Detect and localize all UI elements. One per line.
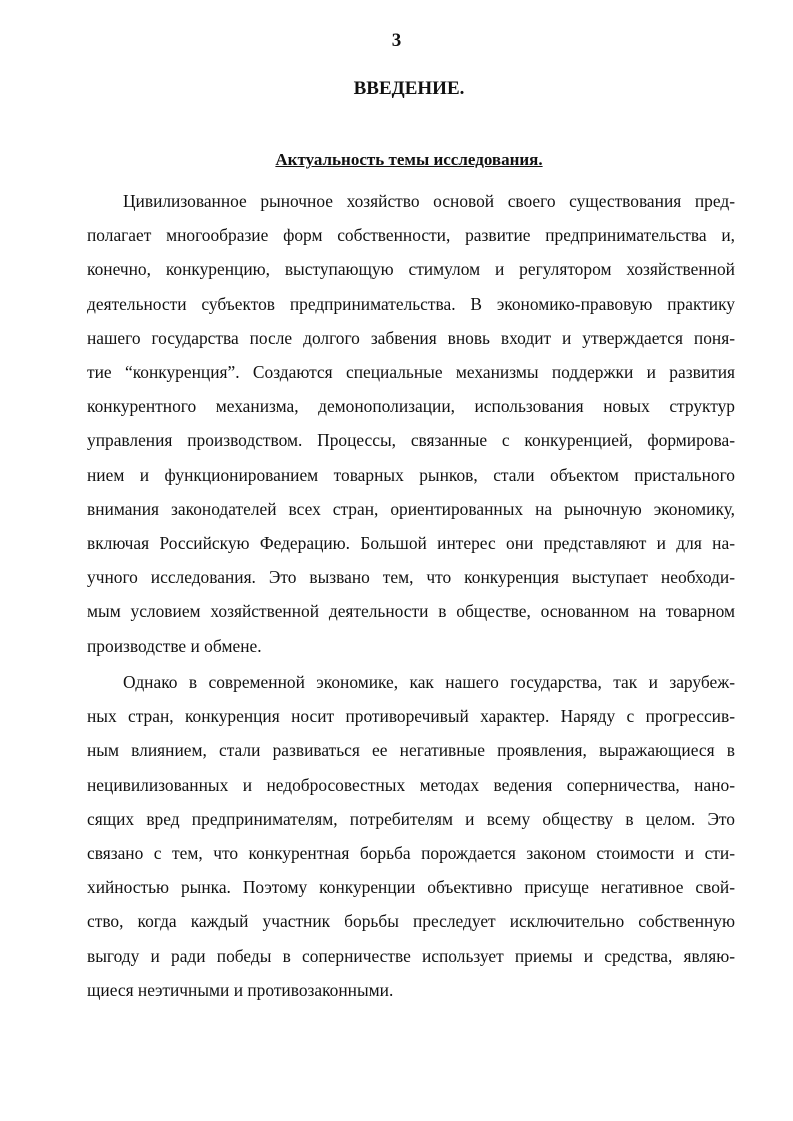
paragraph-line: хийностью рынка. Поэтому конкуренции объективно присуще негативное свой- [87,877,735,898]
paragraph-line: учного исследования. Это вызвано тем, что конкуренция выступает необходи- [87,567,735,588]
paragraph-line: нием и функционированием товарных рынков, стали объектом пристального [87,464,735,485]
paragraph-line: ных стран, конкуренция носит противоречивый характер. Наряду с прогрессив- [87,706,735,727]
paragraph-line: сящих вред предпринимателям, потребителям и всему обществу в целом. Это [87,808,735,829]
paragraph-line: выгоду и ради победы в соперничестве использует приемы и средства, являю- [87,945,735,966]
paragraph-line: производстве и обмене. [87,635,262,656]
paragraph-line: Цивилизованное рыночное хозяйство основой своего существования пред- [123,191,735,211]
paragraph-1 [87,184,735,663]
section-subheading: Актуальность темы исследования. [275,150,543,169]
paragraph-line: включая Российскую Федерацию. Большой интерес они представляют и для на- [87,533,735,554]
paragraph-line: Однако в современной экономике, как нашего государства, так и зарубеж- [123,672,735,692]
page-number: 3 [391,30,402,51]
page-title: ВВЕДЕНИЕ. [353,78,465,99]
paragraph-line: управления производством. Процессы, связанные с конкуренцией, формирова- [87,430,735,451]
paragraph-line: связано с тем, что конкурентная борьба порождается законом стоимости и сти- [87,843,735,864]
paragraph-line: конкурентного механизма, демонополизации, использования новых структур [87,396,735,417]
paragraph-line: конечно, конкуренцию, выступающую стимулом и регулятором хозяйственной [87,259,735,280]
paragraph-line: ство, когда каждый участник борьбы преследует исключительно собственную [87,911,735,932]
paragraph-2 [87,665,735,1007]
paragraph-line: деятельности субъектов предпринимательства. В экономико-правовую практику [87,293,735,314]
paragraph-line: нашего государства после долгого забвения вновь входит и утверждается поня- [87,327,735,348]
paragraph-line: полагает многообразие форм собственности, развитие предпринимательства и, [87,225,735,246]
paragraph-line: внимания законодателей всех стран, ориентированных на рыночную экономику, [87,498,735,519]
paragraph-line: мым условием хозяйственной деятельности в обществе, основанном на товарном [87,601,735,622]
paragraph-line: ным влиянием, стали развиваться ее негативные проявления, выражающиеся в [87,740,735,761]
paragraph-line: щиеся неэтичными и противозаконными. [87,979,394,1000]
paragraph-line: тие “конкуренция”. Создаются специальные механизмы поддержки и развития [87,362,735,383]
paragraph-line: нецивилизованных и недобросовестных методах ведения соперничества, нано- [87,774,735,795]
